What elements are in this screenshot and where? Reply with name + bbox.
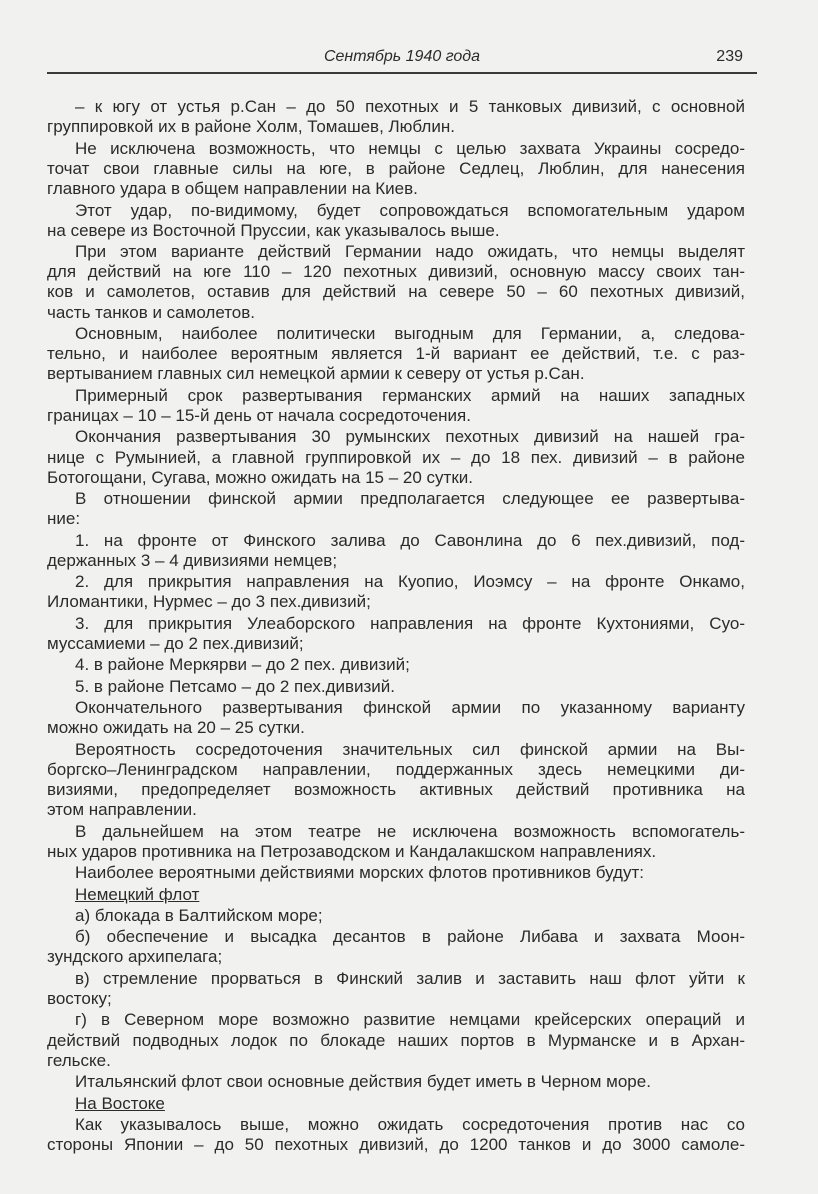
- paragraph: [47, 614, 745, 654]
- paragraph: [47, 1072, 745, 1092]
- text-line: вертыванием главных сил немецкой армии к северу от устья р.Сан.: [47, 364, 585, 384]
- text-line: Немецкий флот: [75, 884, 200, 904]
- text-line: боргско–Ленинградском направлении, поддержанных здесь немецкими ди-: [47, 759, 745, 779]
- text-line: Не исключена возможность, что немцы с целью захвата Украины сосредо-: [75, 138, 745, 158]
- header-title: Сентябрь 1940 года: [323, 48, 481, 65]
- text-line: Основным, наиболее политически выгодным для Германии, а, следова-: [75, 324, 745, 343]
- text-line: 4. в районе Меркярви – до 2 пех. дивизий;: [75, 655, 410, 675]
- text-line: Наиболее вероятными действиями морских флотов противников будут:: [75, 863, 644, 883]
- text-line: визиями, предопределяет возможность активных действий противника на: [47, 780, 745, 799]
- text-line: В отношении финской армии предполагается следующее ее развертыва-: [75, 489, 745, 509]
- document-body: [47, 96, 745, 1155]
- text-line: на севере из Восточной Пруссии, как указывалось выше.: [47, 220, 500, 240]
- paragraph: [47, 1010, 745, 1071]
- text-line: 5. в районе Петсамо – до 2 пех.дивизий.: [75, 676, 396, 696]
- running-header: [47, 46, 757, 74]
- paragraph: [47, 242, 745, 323]
- paragraph: [47, 386, 745, 426]
- text-line: для действий на юге 110 – 120 пехотных дивизий, основную массу своих тан-: [47, 262, 745, 282]
- text-line: востоку;: [47, 989, 112, 1008]
- text-line: На Востоке: [75, 1093, 165, 1113]
- text-line: Примерный срок развертывания германских армий на наших западных: [75, 385, 745, 405]
- paragraph: [47, 822, 745, 862]
- text-line: этом направлении.: [47, 800, 197, 820]
- text-line: Окончания развертывания 30 румынских пехотных дивизий на нашей гра-: [75, 427, 745, 447]
- paragraph: [47, 324, 745, 385]
- paragraph: [47, 489, 745, 529]
- text-line: главного удара в общем направлении на Киев.: [47, 179, 418, 199]
- paragraph: [47, 698, 745, 738]
- paragraph: [47, 927, 745, 967]
- text-line: 3. для прикрытия Улеаборского направления на фронте Кухтониями, Суо-: [75, 613, 745, 633]
- text-line: муссамиеми – до 2 пех.дивизий;: [47, 633, 304, 653]
- paragraph: [47, 740, 745, 821]
- text-line: ков и самолетов, оставив для действий на севере 50 – 60 пехотных дивизий,: [47, 282, 745, 302]
- paragraph: [47, 1115, 745, 1155]
- paragraph: [47, 139, 745, 200]
- paragraph: [47, 531, 745, 571]
- paragraph: [47, 655, 745, 675]
- text-line: в) стремление прорваться в Финский залив и заставить наш флот уйти к: [75, 968, 745, 988]
- paragraph: [47, 906, 745, 926]
- text-line: группировкой их в районе Холм, Томашев, Люблин.: [47, 117, 455, 137]
- paragraph: [47, 201, 745, 241]
- text-line: Вероятность сосредоточения значительных сил финской армии на Вы-: [75, 739, 745, 759]
- paragraph: [47, 97, 745, 137]
- text-line: границах – 10 – 15-й день от начала сосредоточения.: [47, 405, 471, 425]
- paragraph: [47, 969, 745, 1009]
- text-line: При этом варианте действий Германии надо ожидать, что немцы выделят: [75, 242, 745, 262]
- text-line: точат свои главные силы на юге, в районе Седлец, Люблин, для нанесения: [47, 158, 745, 178]
- text-line: зундского архипелага;: [47, 947, 223, 967]
- text-line: Этот удар, по-видимому, будет сопровождаться вспомогательным ударом: [75, 200, 745, 220]
- text-line: б) обеспечение и высадка десантов в районе Либава и захвата Моон-: [75, 927, 745, 947]
- section-heading: [47, 1094, 745, 1114]
- text-line: Окончательного развертывания финской армии по указанному варианту: [75, 698, 745, 718]
- text-line: Иломантики, Нурмес – до 3 пех.дивизий;: [47, 592, 371, 612]
- text-line: 2. для прикрытия направления на Куопио, Иоэмсу – на фронте Онкамо,: [75, 572, 745, 592]
- paragraph: [47, 572, 745, 612]
- text-line: гельске.: [47, 1050, 111, 1070]
- text-line: Ботогощани, Сугава, можно ожидать на 15 – 20 сутки.: [47, 467, 473, 487]
- text-line: Как указывалось выше, можно ожидать сосредоточения против нас со: [75, 1114, 745, 1134]
- text-line: действий подводных лодок по блокаде наших портов в Мурманске и в Архан-: [47, 1030, 745, 1050]
- text-line: держанных 3 – 4 дивизиями немцев;: [47, 550, 338, 570]
- text-line: В дальнейшем на этом театре не исключена возможность вспомогатель-: [75, 821, 745, 841]
- text-line: нице с Румынией, а главной группировкой их – до 18 пех. дивизий – в районе: [47, 447, 745, 467]
- text-line: стороны Японии – до 50 пехотных дивизий, до 1200 танков и до 3000 самоле-: [47, 1135, 745, 1155]
- paragraph: [47, 677, 745, 697]
- text-line: Итальянский флот свои основные действия будет иметь в Черном море.: [75, 1072, 651, 1092]
- text-line: – к югу от устья р.Сан – до 50 пехотных и 5 танковых дивизий, с основной: [75, 97, 745, 117]
- text-line: а) блокада в Балтийском море;: [75, 905, 323, 925]
- text-line: г) в Северном море возможно развитие немцами крейсерских операций и: [75, 1010, 745, 1030]
- text-line: тельно, и наиболее вероятным является 1-й вариант ее действий, т.е. с раз-: [47, 344, 745, 364]
- section-heading: [47, 885, 745, 905]
- paragraph: [47, 427, 745, 488]
- text-line: ние:: [47, 509, 81, 529]
- text-line: часть танков и самолетов.: [47, 302, 256, 322]
- text-line: 1. на фронте от Финского залива до Савонлина до 6 пех.дивизий, под-: [75, 530, 745, 550]
- text-line: ных ударов противника на Петрозаводском и Кандалакшском направлениях.: [47, 841, 657, 861]
- text-line: можно ожидать на 20 – 25 сутки.: [47, 718, 305, 738]
- page-number: 239: [716, 48, 743, 65]
- paragraph: [47, 863, 745, 883]
